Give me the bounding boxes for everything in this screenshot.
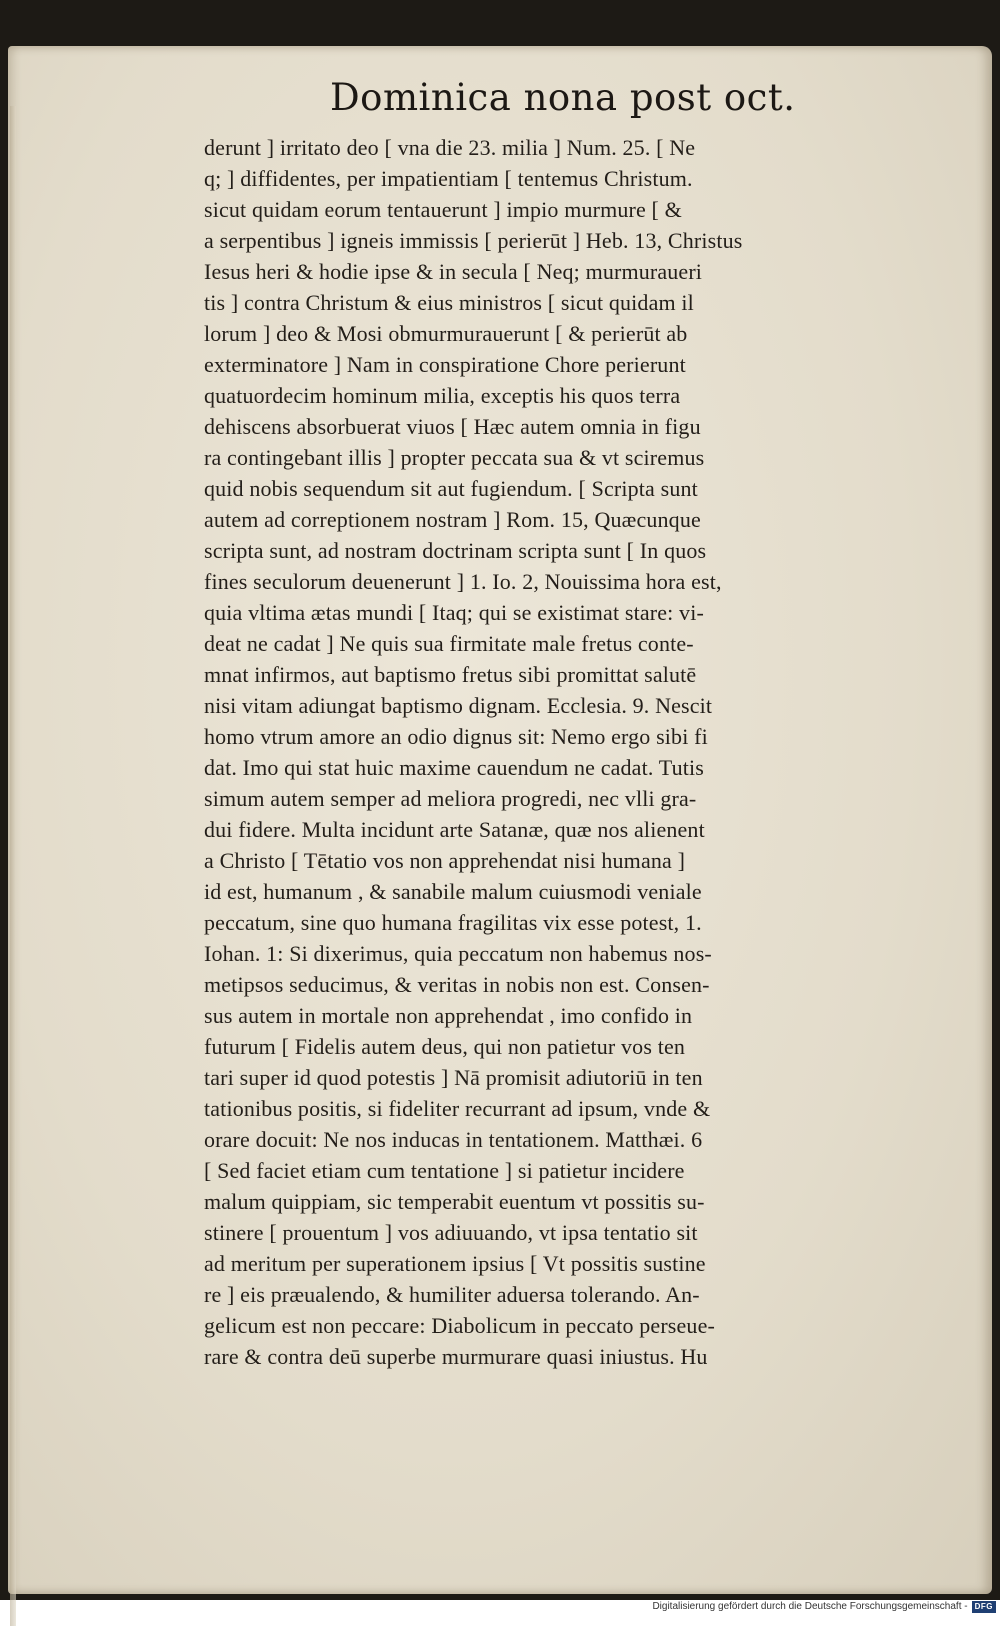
- text-line: malum quippiam, sic temperabit euentum vt possitis su-: [204, 1189, 705, 1214]
- text-line: gelicum est non peccare: Diabolicum in peccato perseue-: [204, 1313, 715, 1338]
- text-line: derunt ] irritato deo [ vna die 23. milia ] Num. 25. [ Ne: [204, 135, 696, 160]
- text-line: metipsos seducimus, & veritas in nobis non est. Consen-: [204, 972, 710, 997]
- text-line: ra contingebant illis ] propter peccata sua & vt sciremus: [204, 445, 705, 470]
- page-edge-shadow: [10, 106, 16, 1626]
- text-line: fines seculorum deuenerunt ] 1. Io. 2, Nouissima hora est,: [204, 569, 722, 594]
- text-line: a Christo [ Tētatio vos non apprehendat nisi humana ]: [204, 848, 686, 873]
- dfg-logo: DFG: [972, 1601, 996, 1613]
- text-line: nisi vitam adiungat baptismo dignam. Ecclesia. 9. Nescit: [204, 693, 713, 718]
- text-line: tari super id quod potestis ] Nā promisit adiutoriū in ten: [204, 1065, 703, 1090]
- credit-text: Digitalisierung gefördert durch die Deutsche Forschungsgemeinschaft -: [652, 1601, 968, 1612]
- text-line: tis ] contra Christum & eius ministros [ sicut quidam il: [204, 290, 694, 315]
- text-line: re ] eis præualendo, & humiliter aduersa tolerando. An-: [204, 1282, 700, 1307]
- text-line: Iesus heri & hodie ipse & in secula [ Neq; murmuraueri: [204, 259, 703, 284]
- text-line: sicut quidam eorum tentauerunt ] impio murmure [ &: [204, 197, 682, 222]
- text-line: dat. Imo qui stat huic maxime cauendum ne cadat. Tutis: [204, 755, 704, 780]
- text-line: ad meritum per superationem ipsius [ Vt possitis sustine: [204, 1251, 706, 1276]
- text-line: quatuordecim hominum milia, exceptis his quos terra: [204, 383, 681, 408]
- text-line: q; ] diffidentes, per impatientiam [ tentemus Christum.: [204, 166, 693, 191]
- digitization-credit: [652, 1600, 996, 1613]
- text-line: Iohan. 1: Si dixerimus, quia peccatum non habemus nos-: [204, 941, 712, 966]
- text-line: simum autem semper ad meliora progredi, nec vlli gra-: [204, 786, 697, 811]
- running-head: Dominica nona post oct.: [330, 76, 796, 119]
- text-line: a serpentibus ] igneis immissis [ perierūt ] Heb. 13, Christus: [204, 228, 743, 253]
- text-line: mnat infirmos, aut baptismo fretus sibi promittat salutē: [204, 662, 697, 687]
- text-line: [ Sed faciet etiam cum tentatione ] si patietur incidere: [204, 1158, 685, 1183]
- text-line: quia vltima ætas mundi [ Itaq; qui se existimat stare: vi-: [204, 600, 704, 625]
- text-line: homo vtrum amore an odio dignus sit: Nemo ergo sibi fi: [204, 724, 708, 749]
- text-line: tationibus positis, si fideliter recurrant ad ipsum, vnde &: [204, 1096, 711, 1121]
- text-line: id est, humanum , & sanabile malum cuiusmodi veniale: [204, 879, 702, 904]
- text-line: stinere [ prouentum ] vos adiuuando, vt ipsa tentatio sit: [204, 1220, 698, 1245]
- text-line: peccatum, sine quo humana fragilitas vix esse potest, 1.: [204, 910, 702, 935]
- text-line: dui fidere. Multa incidunt arte Satanæ, quæ nos alienent: [204, 817, 705, 842]
- text-line: sus autem in mortale non apprehendat , imo confido in: [204, 1003, 693, 1028]
- text-line: quid nobis sequendum sit aut fugiendum. [ Scripta sunt: [204, 476, 698, 501]
- text-line: rare & contra deū superbe murmurare quasi iniustus. Hu: [204, 1344, 708, 1369]
- text-line: lorum ] deo & Mosi obmurmurauerunt [ & perierūt ab: [204, 321, 688, 346]
- text-line: scripta sunt, ad nostram doctrinam scripta sunt [ In quos: [204, 538, 707, 563]
- body-text: [204, 132, 924, 1372]
- text-line: autem ad correptionem nostram ] Rom. 15, Quæcunque: [204, 507, 701, 532]
- text-line: deat ne cadat ] Ne quis sua firmitate male fretus conte-: [204, 631, 694, 656]
- text-line: futurum [ Fidelis autem deus, qui non patietur vos ten: [204, 1034, 686, 1059]
- text-line: orare docuit: Ne nos inducas in tentationem. Matthæi. 6: [204, 1127, 703, 1152]
- text-line: dehiscens absorbuerat viuos [ Hæc autem omnia in figu: [204, 414, 701, 439]
- text-line: exterminatore ] Nam in conspiratione Chore perierunt: [204, 352, 686, 377]
